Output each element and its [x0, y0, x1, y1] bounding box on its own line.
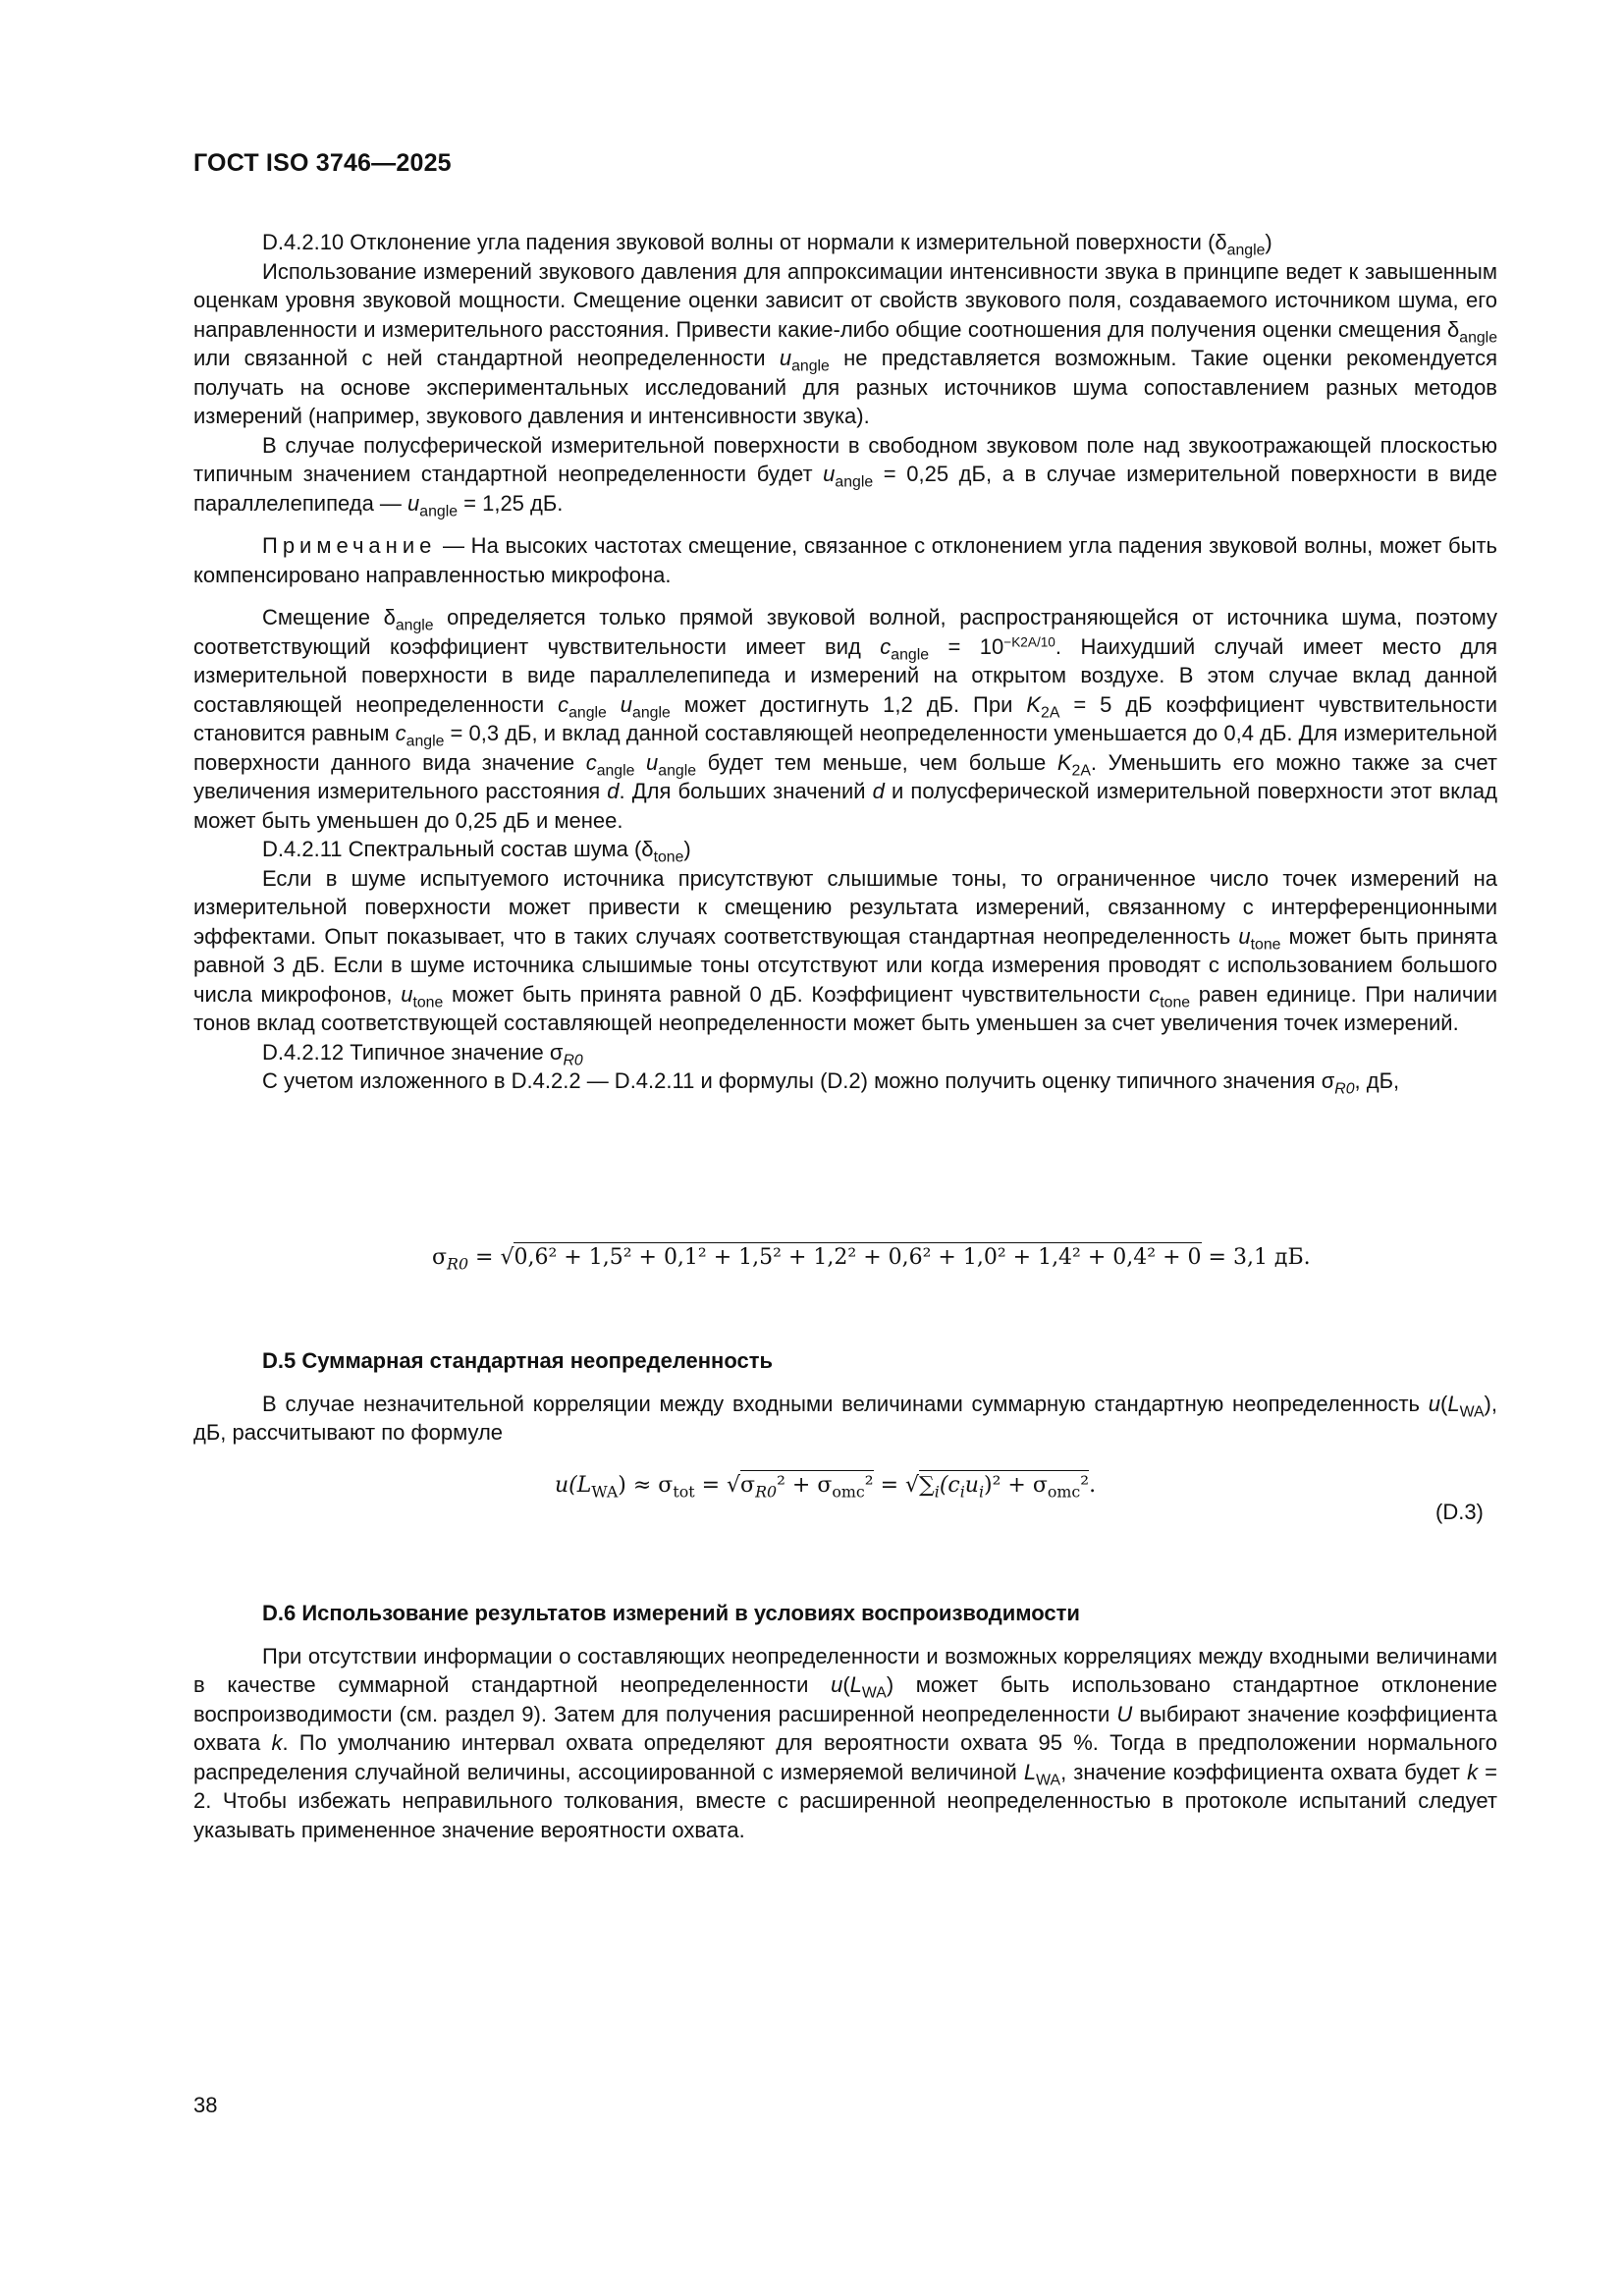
- section-d5: [193, 1346, 1497, 1448]
- section-title-d4211: D.4.2.11 Спектральный состав шума $(\delta_{tone})$: [262, 837, 691, 866]
- section-title-d5: D.5 Суммарная стандартная неопределенность: [262, 1348, 774, 1373]
- section-title-d4210: D.4.2.10 Отклонение угла падения звуковой волны от нормали к измерительной поверхности $(\delta_{angle})$: [262, 230, 1272, 259]
- equation-number: (D.3): [1435, 1500, 1484, 1524]
- paragraph: В случае полусферической измерительной поверхности в свободном звуковом поле над звукоотражающей плоскостью типичным значением стандартной неопределенности будет $u_{angle} = 0,25$ дБ, а в случае измерительной поверхности в виде параллелепипеда — $u_{angle} = 1,25$ дБ.: [193, 432, 1497, 520]
- paragraph: В случае незначительной корреляции между входными величинами суммарную стандартную неопределенность $u(L_{WA})$, дБ, рассчитывают по формуле: [193, 1391, 1497, 1445]
- paragraph: Использование измерений звукового давления для аппроксимации интенсивности звука в принципе ведет к завышенным оценкам уровня звуковой мощности. Смещение оценки зависит от свойств звукового поля, создаваемого источником шума, его направленности и измерительного расстояния. Привести какие-либо общие соотношения для получения оценки смещения $\delta_{angle}$ или связанной с ней стандартной неопределенности $u_{angle}$ не представляется возможным. Такие оценки рекомендуется получать на основе экспериментальных исследований для разных источников шума сопоставлением разных методов измерений (например, звукового давления и интенсивности звука).: [193, 258, 1498, 428]
- document-header: ГОСТ ISO 3746—2025: [193, 149, 452, 177]
- paragraph: Смещение $\delta_{angle}$ определяется только прямой звуковой волной, распространяющейся от источника шума, поэтому соответствующий коэффициент чувствительности имеет вид $c_{angle} = 10^{-K2A/10}$. Наихудший случай имеет место для измерительной поверхности в виде параллелепипеда и измерений на открытом воздухе. В этом случае вклад данной составляющей неопределенности $c_{angle}$ $u_{angle}$ может достигнуть 1,2 дБ. При $K_{2A} = 5$ дБ коэффициент чувствительности становится равным $c_{angle} = 0,3$ дБ, и вклад данной составляющей неопределенности уменьшается до 0,4 дБ. Для измерительной поверхности данного вида значение $c_{angle}$ $u_{angle}$ будет тем меньше, чем больше $K_{2A}$. Уменьшить его можно также за счет увеличения измерительного расстояния d. Для больших значений d и полусферической измерительной поверхности этот вклад может быть уменьшен до 0,25 дБ и менее.: [193, 605, 1497, 833]
- paragraph: При отсутствии информации о составляющих неопределенности и возможных корреляциях между входными величинами в качестве суммарной стандартной неопределенности $u(L_{WA})$ может быть использовано стандартное отклонение воспроизводимости (см. раздел 9). Затем для получения расширенной неопределенности U выбирают значение коэффициента охвата k. По умолчанию интервал охвата определяют для вероятности охвата 95 %. Тогда в предположении нормального распределения случайной величины, ассоциированной с измеряемой величиной $L_{WA}$, значение коэффициента охвата будет k = 2. Чтобы избежать неправильного толкования, вместе с расширенной неопределенностью в протоколе испытаний следует указывать примененное значение вероятности охвата.: [193, 1643, 1498, 1842]
- section-d6: [193, 1599, 1497, 1844]
- paragraph: Если в шуме испытуемого источника присутствуют слышимые тоны, то ограниченное число точек измерений на измерительной поверхности может привести к смещению результата измерений, связанному с интерференционными эффектами. Опыт показывает, что в таких случаях соответствующая стандартная неопределенность $u_{tone}$ может быть принята равной 3 дБ. Если в шуме источника слышимые тоны отсутствуют или когда измерения проводят с использованием большого числа микрофонов, $u_{tone}$ может быть принята равной 0 дБ. Коэффициент чувствительности $c_{tone}$ равен единице. При наличии тонов вклад соответствующей составляющей неопределенности может быть уменьшен за счет увеличения точек измерений.: [193, 865, 1497, 1035]
- note: Примечание — На высоких частотах смещение, связанное с отклонением угла падения звуковой волны, может быть компенсировано направленностью микрофона.: [193, 533, 1497, 587]
- section-title-d6: D.6 Использование результатов измерений в условиях воспроизводимости: [262, 1601, 1080, 1625]
- formula-d3: $u(L_{WA}) \approx \sigma_{tot} = √\sigma_{R0}^2 + \sigma_{omc}^2 = √\sum_i(c_iu_i)^2 + \sigma_{omc}^2$.: [555, 1473, 1096, 1498]
- formula-sigma-r0: $\sigma_{R0} = √0,6^2 + 1,5^2 + 0,1^2 + 1,5^2 + 1,2^2 + 0,6^2 + 1,0^2 + 1,4^2 + 0,4^2 + 0 = 3,1$ дБ.: [432, 1245, 1311, 1270]
- section-title-d4212: D.4.2.12 Типичное значение $\sigma_{R0}$: [262, 1039, 583, 1069]
- page-number: 38: [193, 2093, 218, 2117]
- paragraph: С учетом изложенного в D.4.2.2 — D.4.2.11 и формулы (D.2) можно получить оценку типичного значения $\sigma_{R0}$, дБ,: [262, 1068, 1400, 1098]
- section-d4210: [193, 228, 1497, 1096]
